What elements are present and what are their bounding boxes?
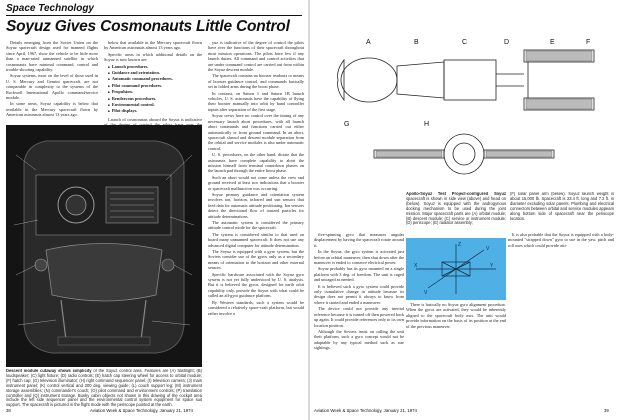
article-headline: Soyuz Gives Cosmonauts Little Control — [6, 18, 290, 35]
caption-body: of the Soyuz control area. Features are (A) flashlight; (B) loudspeaker; (C) light fixture; (D) radio controls; (E) hatch cap steering wheel for access to orbital module; (F) hatch cap; (G) television illuminator; (H) right command sequencer panel; (I) television camera; (J) main instrument panel; (K) control vertical and 300 deg. viewing guide; (L) couch support leg; (M) instrument storage assemblies; (N) commander's couch; (O) pilot command and environment controls; (P) translation controller and (Q) instrument storage. Bunky cabin objects not shown in this drawing of the cockpit area include the left side sequencer panel and the environmental control system equipment for space suit support. The spacecraft is pictured in the flight mode with the periscope pointed at the earth. — [6, 369, 202, 407]
axis-label: Z — [458, 242, 462, 248]
paragraph: Soyuz systems, most on the level of those used in U. S. Mercury and Gemini spacecraft, are not comparable in complexity to the systems of the Rockwell International Apollo command/service module. — [6, 73, 98, 101]
callout-label: H — [424, 121, 430, 128]
callout-label: A — [366, 39, 371, 46]
list-item: ■ Environmental control. — [108, 102, 202, 108]
list-item: ■ Propulsion. — [108, 89, 202, 95]
diagram-caption-continued: (F) solar panel arm (below). Soyuz launch weight is about 15,000 lb. Spacecraft is 23.4 ft. long and 7.2 ft. in diameter excluding solar panels. Plumbing and electrical connectors between orbital and service modules appears along bottom side of spacecraft near the periscope location. — [510, 192, 614, 221]
list-item: ■ Rendezvous procedures. — [108, 96, 202, 102]
callout-label: B — [414, 39, 419, 46]
caption-lead: Apollo-Soyuz Test Project-configured Soyuz — [406, 192, 506, 196]
paragraph: five-spinning gyro that measures angular displacement by having the spacecraft rotate around it. — [314, 232, 404, 248]
paragraph: There is basically no Soyuz gyro alignment procedure. When the gyros are activated, they would be inherently aligned to the spacecraft body axis. The unit would provide information on the basis of its position at the end of the previous maneuver. — [406, 302, 506, 329]
list-item: ■ Pilot displays. — [108, 108, 202, 114]
cutaway-caption — [6, 369, 202, 407]
page-gutter — [308, 0, 310, 420]
callout-label: C — [462, 39, 468, 46]
paragraph: The device could not provide any inertial reference because it is turned off then powered back up again. It could provide references only to its own location position. — [314, 306, 404, 328]
list-item: ■ Pilot command procedures. — [108, 83, 202, 89]
axis-label: V — [486, 246, 490, 252]
paragraph: The automatic system is considered the primary attitude control mode for the spacecraft. — [208, 220, 304, 231]
caption-body: spacecraft is shown in side view (above) and head on (below). Soyuz is equipped with the androgynous docking mechanism to be used during the joint mission. Major spacecraft parts are (A) orbital module; (B) descent module; (C) service or instrument module; (D) periscope; (E) radiator assembly; — [406, 195, 506, 226]
paragraph: Specific hardware associated with the Soyuz gyro system is not yet fully understood by U. S. analysts. But it is believed the gyros, designed for earth orbit capability only, provide the Soyuz with what could be called an all-gyro guidance platform. — [208, 271, 304, 299]
article-column-1 — [6, 40, 98, 122]
footer-right: Aviation Week & Space Technology, January 21, 1974 — [314, 408, 417, 413]
paragraph: Soyuz primary guidance and orientation system involves ion, horizon, infrared and sun sensors that feed data for automatic attitude positioning. Ion sensors detect the directional flow of ionized particles for attitude determinations. — [208, 191, 304, 219]
paragraph: In some areas, Soyuz capability is below that available in the Mercury spacecraft flown by American astronauts almost 13 years ago. — [6, 101, 98, 118]
callout-label: G — [344, 121, 350, 128]
paragraph: By Western standards, such a system would be considered a relatively space-craft platform, but would rather involve a — [208, 299, 304, 316]
list-item: ■ Guidance and orientation. — [108, 70, 202, 76]
descent-module-cutaway-illustration — [6, 125, 202, 367]
soyuz-side-and-front-view-diagram — [314, 30, 614, 190]
callout-label: F — [586, 39, 591, 46]
section-rule — [6, 15, 302, 16]
paragraph: Details emerging from the Soviet Union on the Soyuz spacecraft design used for manned flights since April, 1967, show the vehicle to be little more than a man-rated unmanned satellite in which cosmonauts have minimal command, control and trouble-shooting capability. — [6, 40, 98, 73]
paragraph: Such an abort would not come unless the crew and ground received at least two indications that a booster or spacecraft malfunction was occurring. — [208, 174, 304, 191]
paragraph: The spacecraft contains no booster readouts or means of booster guidance control, and commands basically set in folded arms during the boost phase. — [208, 73, 304, 90]
callout-label: E — [550, 39, 555, 46]
paragraph: In the Soyuz, the gyro system is activated just before an orbital maneuver, then shut down after the maneuver is ended to conserve electrical power. — [314, 249, 404, 266]
list-item: ■ Launch procedures. — [108, 64, 202, 70]
paragraph: It is also probable that the Soyuz is equipped with a body-mounted "strapped down" gyro to use in the yaw, pitch and roll axes which could provide atti- — [508, 232, 614, 248]
paragraph: Although the Soviets insist on calling the unit their platform, such a gyro concept would not be adaptable by any typical method such as star sightings. — [314, 328, 404, 351]
axis-label: X — [414, 263, 418, 269]
paragraph: The system is considered similar to that used on board many unmanned spacecraft. It does not use any advanced digital computer for attitude determination. — [208, 231, 304, 248]
list-item: ■ Automatic command procedures. — [108, 76, 202, 82]
topic-list — [108, 64, 202, 115]
article-column-6 — [508, 232, 614, 404]
article-column-3 — [208, 40, 304, 385]
article-column-5 — [406, 302, 506, 404]
paragraph: Launch of cosmonauts aboard the Soyuz is indicative — [108, 116, 202, 122]
paragraph: Soyuz crews have no control over the timing of any necessary launch abort procedures, with all launch abort commands and functions carried out either automatically or from ground command. In an abort, spacecraft shroud and descent module separation from the orbital and service modules is also under automatic control. — [208, 113, 304, 151]
paragraph: It is believed such a gyro system could provide only cumulative change in attitude because its design does not permit it always to know from where it started and ended a maneuver. — [314, 283, 404, 305]
axis-label: Y — [490, 263, 494, 269]
page-number-left: 38 — [6, 408, 11, 413]
callout-label: D — [504, 39, 510, 46]
paragraph: Specific areas in which additional details on the Soyuz is now known are: — [104, 51, 202, 63]
paragraph: Soyuz probably has its gyro mounted on a single platform with 3 deg. of freedom. The unit is caged and uncaged as needed. — [314, 266, 404, 283]
page-number-right: 39 — [604, 408, 609, 413]
spacecraft-axes-illustration — [406, 238, 506, 300]
paragraph: The Soyuz is equipped with a gyro system, but the Soviets consider use of the gyros only as a secondary means of orientation to the horizon and other external sensors. — [208, 249, 304, 271]
paragraph: In contrast, on Saturn 1 and Saturn 1B launch vehicles, U. S. astronauts have the capability of flying their booster manually into orbit by hand controller inputs after separation of the first stage. — [208, 90, 304, 112]
axis-label: V — [424, 290, 428, 296]
paragraph: below that available in the Mercury spacecraft flown by American astronauts almost 13 years ago. — [104, 40, 202, 51]
diagram-caption — [406, 192, 506, 230]
footer-left: Aviation Week & Space Technology, January 21, 1974 — [90, 408, 193, 413]
paragraph: U. S. procedures, on the other hand, dictate that the astronauts have complete capability to abort the mission himself from terminal countdown phases on the launch pad through the entire boost phase. — [208, 152, 304, 174]
caption-lead: Descent module cutaway shows simplicity — [6, 369, 92, 373]
section-label: Space Technology — [6, 3, 94, 14]
paragraph: yuz is indicative of the degree of control the pilots have over the functions of their spacecraft throughout most mission operations. The pilots have few if any launch duties. All command and control activities that are under command control are carried out from within the Soyuz descent module. — [208, 40, 304, 73]
article-column-4 — [314, 232, 404, 404]
